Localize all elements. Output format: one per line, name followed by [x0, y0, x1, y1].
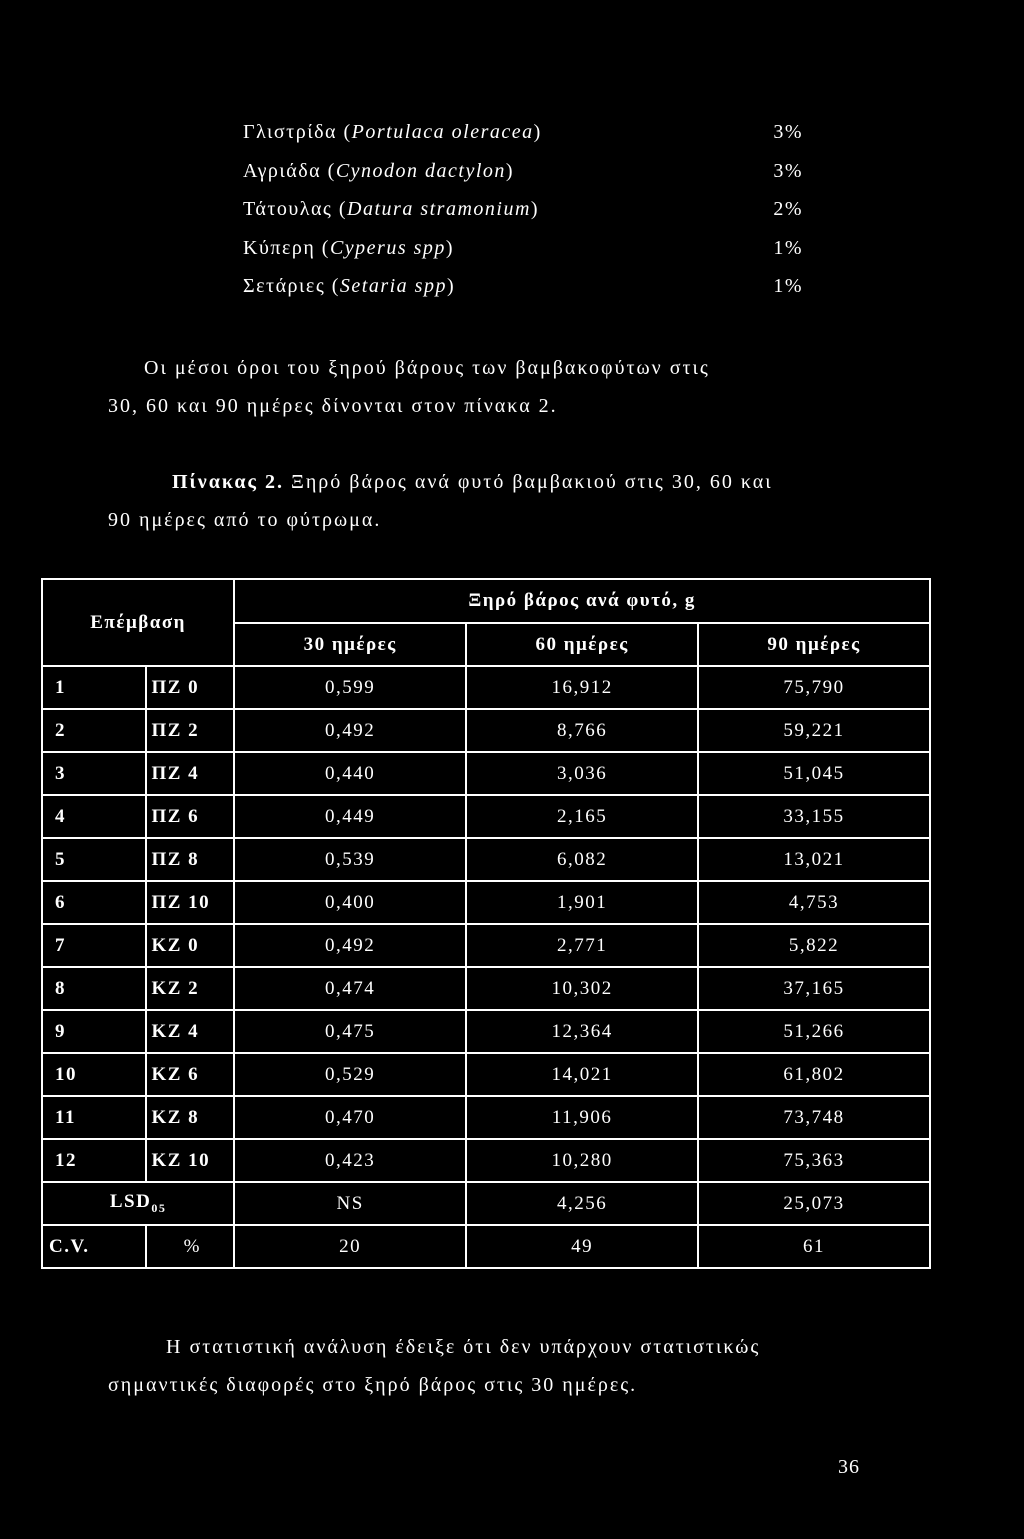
cell-90-days: 51,266 — [698, 1010, 930, 1053]
row-number: 3 — [42, 752, 146, 795]
header-dry-weight: Ξηρό βάρος ανά φυτό, g — [234, 579, 930, 623]
page-number: 36 — [838, 1456, 860, 1478]
cell-60-days: 2,771 — [466, 924, 698, 967]
paragraph-line: Η στατιστική ανάλυση έδειξε ότι δεν υπάρχουν στατιστικώς — [166, 1336, 761, 1358]
cell-60-days: 3,036 — [466, 752, 698, 795]
cell-90-days: 4,753 — [698, 881, 930, 924]
row-number: 10 — [42, 1053, 146, 1096]
cell-30-days: 0,492 — [234, 709, 466, 752]
cell-60-days: 1,901 — [466, 881, 698, 924]
lsd-90: 25,073 — [698, 1182, 930, 1225]
header-30-days: 30 ημέρες — [234, 623, 466, 666]
table-row — [42, 838, 930, 881]
header-90-days: 90 ημέρες — [698, 623, 930, 666]
paragraph-line: 30, 60 και 90 ημέρες δίνονται στον πίνακα 2. — [108, 395, 558, 417]
caption-text-line2: 90 ημέρες από το φύτρωμα. — [108, 509, 382, 531]
weed-row — [243, 121, 803, 160]
table-row — [42, 666, 930, 709]
table-caption — [108, 463, 888, 539]
table-row — [42, 1010, 930, 1053]
cell-60-days: 14,021 — [466, 1053, 698, 1096]
weed-percent: 3% — [773, 159, 803, 182]
row-treatment: ΠΖ 6 — [146, 795, 234, 838]
weed-name: Σετάριες (Setaria spp) — [243, 275, 456, 297]
lsd-30: NS — [234, 1182, 466, 1225]
cell-90-days: 5,822 — [698, 924, 930, 967]
row-treatment: ΚΖ 6 — [146, 1053, 234, 1096]
cv-30: 20 — [234, 1225, 466, 1268]
row-number: 7 — [42, 924, 146, 967]
row-treatment: ΚΖ 10 — [146, 1139, 234, 1182]
cv-90: 61 — [698, 1225, 930, 1268]
cell-60-days: 11,906 — [466, 1096, 698, 1139]
caption-text: Ξηρό βάρος ανά φυτό βαμβακιού στις 30, 60 και — [283, 471, 773, 493]
weed-row — [243, 198, 803, 237]
row-treatment: ΠΖ 4 — [146, 752, 234, 795]
cell-60-days: 8,766 — [466, 709, 698, 752]
cell-30-days: 0,470 — [234, 1096, 466, 1139]
paragraph-line: σημαντικές διαφορές στο ξηρό βάρος στις 30 ημέρες. — [108, 1374, 638, 1396]
row-number: 4 — [42, 795, 146, 838]
cell-60-days: 6,082 — [466, 838, 698, 881]
weed-percent: 3% — [773, 121, 803, 143]
cell-60-days: 10,302 — [466, 967, 698, 1010]
cv-label: C.V. — [42, 1225, 146, 1268]
table-row — [42, 1096, 930, 1139]
cell-30-days: 0,449 — [234, 795, 466, 838]
cell-60-days: 12,364 — [466, 1010, 698, 1053]
cell-90-days: 73,748 — [698, 1096, 930, 1139]
cell-30-days: 0,475 — [234, 1010, 466, 1053]
weed-percent: 1% — [773, 275, 803, 297]
paragraph-line: Οι μέσοι όροι του ξηρού βάρους των βαμβακοφύτων στις — [144, 357, 710, 379]
cell-60-days: 16,912 — [466, 666, 698, 709]
cv-60: 49 — [466, 1225, 698, 1268]
dry-weight-table — [41, 578, 931, 1269]
table-row — [42, 795, 930, 838]
cell-30-days: 0,423 — [234, 1139, 466, 1182]
row-treatment: ΚΖ 8 — [146, 1096, 234, 1139]
table-row — [42, 924, 930, 967]
cell-30-days: 0,539 — [234, 838, 466, 881]
row-treatment: ΚΖ 2 — [146, 967, 234, 1010]
table-row — [42, 967, 930, 1010]
row-number: 8 — [42, 967, 146, 1010]
lsd-60: 4,256 — [466, 1182, 698, 1225]
weed-name: Κύπερη (Cyperus spp) — [243, 236, 455, 259]
cell-90-days: 75,790 — [698, 666, 930, 709]
cell-60-days: 10,280 — [466, 1139, 698, 1182]
row-number: 5 — [42, 838, 146, 881]
paragraph-statistics — [108, 1328, 908, 1404]
weed-percent: 2% — [773, 198, 803, 220]
cv-unit: % — [146, 1225, 234, 1268]
table-row — [42, 881, 930, 924]
table-row — [42, 1053, 930, 1096]
caption-label: Πίνακας 2. — [172, 471, 284, 493]
row-treatment: ΠΖ 8 — [146, 838, 234, 881]
cell-30-days: 0,492 — [234, 924, 466, 967]
cell-30-days: 0,474 — [234, 967, 466, 1010]
weed-name: Γλιστρίδα (Portulaca oleracea) — [243, 121, 542, 143]
weed-row — [243, 275, 803, 314]
row-treatment: ΠΖ 10 — [146, 881, 234, 924]
row-number: 9 — [42, 1010, 146, 1053]
weed-row — [243, 160, 803, 199]
row-number: 2 — [42, 709, 146, 752]
table-row — [42, 752, 930, 795]
table-row — [42, 709, 930, 752]
weed-list — [243, 121, 803, 314]
row-number: 12 — [42, 1139, 146, 1182]
cell-90-days: 51,045 — [698, 752, 930, 795]
row-number: 1 — [42, 666, 146, 709]
row-treatment: ΚΖ 0 — [146, 924, 234, 967]
row-treatment: ΠΖ 0 — [146, 666, 234, 709]
weed-row — [243, 237, 803, 276]
cell-90-days: 13,021 — [698, 838, 930, 881]
cell-30-days: 0,440 — [234, 752, 466, 795]
row-treatment: ΠΖ 2 — [146, 709, 234, 752]
lsd-label: $LSD_{05}$ — [42, 1182, 234, 1225]
cell-90-days: 61,802 — [698, 1053, 930, 1096]
cell-90-days: 75,363 — [698, 1139, 930, 1182]
row-treatment: ΚΖ 4 — [146, 1010, 234, 1053]
cell-30-days: 0,400 — [234, 881, 466, 924]
table-row — [42, 1139, 930, 1182]
weed-name: Αγριάδα (Cynodon dactylon) — [243, 159, 515, 182]
cell-30-days: 0,529 — [234, 1053, 466, 1096]
header-treatment: Επέμβαση — [42, 579, 234, 666]
weed-name: Τάτουλας (Datura stramonium) — [243, 198, 540, 220]
row-number: 11 — [42, 1096, 146, 1139]
cell-90-days: 59,221 — [698, 709, 930, 752]
row-number: 6 — [42, 881, 146, 924]
cell-30-days: 0,599 — [234, 666, 466, 709]
header-60-days: 60 ημέρες — [466, 623, 698, 666]
cell-90-days: 33,155 — [698, 795, 930, 838]
cell-90-days: 37,165 — [698, 967, 930, 1010]
paragraph-mean-weights — [108, 349, 888, 425]
weed-percent: 1% — [773, 236, 803, 259]
cell-60-days: 2,165 — [466, 795, 698, 838]
